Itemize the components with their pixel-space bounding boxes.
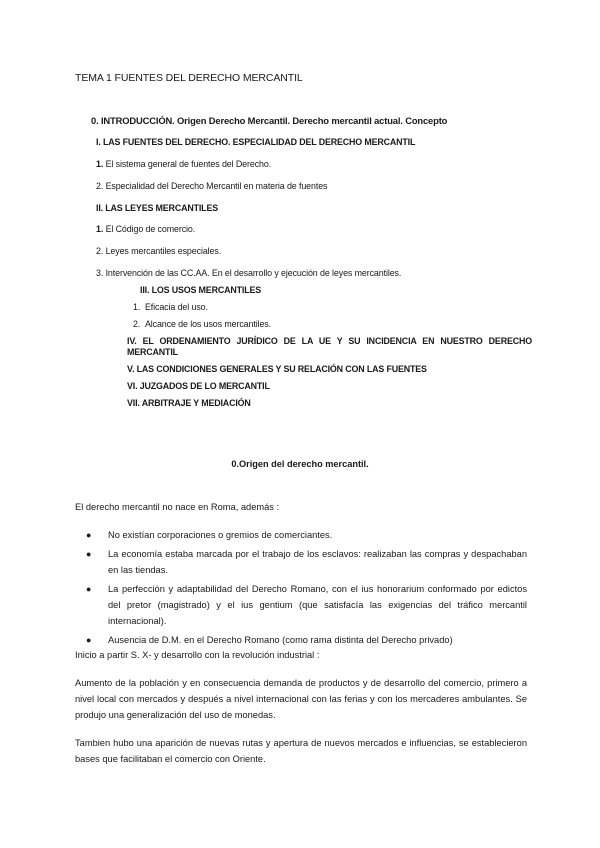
bullet-icon: ● — [86, 584, 92, 594]
toc-section-2: II. LAS LEYES MERCANTILES — [96, 203, 218, 213]
list-item: ● La perfección y adaptabilidad del Derecho Romano, con el ius honorarium conformado por edictos del pretor (magistrado) y el ius gentium (que satisfacía las exigencias del tráfico mercantil internacional). — [75, 581, 527, 629]
paragraph-aumento: Aumento de la población y en consecuencia demanda de productos y de desarrollo del comercio, primero a nivel local con mercados y después a nivel internacional con las ferias y con los mercaderes ambulantes. Se produjo una generalización del uso de monedas. — [75, 678, 527, 720]
list-item: ● No existían corporaciones o gremios de comerciantes. — [75, 527, 527, 543]
toc-section-6: VI. JUZGADOS DE LO MERCANTIL — [127, 381, 270, 391]
toc-section-4: IV. EL ORDENAMIENTO JURÍDICO DE LA UE Y SU INCIDENCIA EN NUESTRO DERECHO MERCANTIL — [127, 336, 532, 357]
toc-s3-item-1: 1. Eficacia del uso. — [133, 302, 208, 312]
section-heading: 0.Origen del derecho mercantil. — [231, 459, 369, 469]
toc-section-3: III. LOS USOS MERCANTILES — [140, 285, 262, 295]
paragraph-intro: El derecho mercantil no nace en Roma, además : — [75, 502, 280, 512]
toc-s2-item-2: 2. Leyes mercantiles especiales. — [96, 246, 222, 256]
toc-section-1: I. LAS FUENTES DEL DERECHO. ESPECIALIDAD DEL DERECHO MERCANTIL — [96, 137, 416, 147]
bullet-icon: ● — [86, 635, 92, 645]
toc-s1-item-2: 2. Especialidad del Derecho Mercantil en materia de fuentes — [96, 181, 328, 191]
toc-s2-item-3: 3. Intervención de las CC.AA. En el desarrollo y ejecución de leyes mercantiles. — [96, 268, 402, 278]
toc-s2-item-1: 1. El Código de comercio. — [96, 224, 196, 234]
document-title: TEMA 1 FUENTES DEL DERECHO MERCANTIL — [75, 72, 303, 84]
list-item: ● Ausencia de D.M. en el Derecho Romano (como rama distinta del Derecho privado) — [75, 632, 527, 648]
paragraph-tambien: Tambien hubo una aparición de nuevas rutas y apertura de nuevos mercados e influencias, se establecieron bases que facilitaban el comercio con Oriente. — [75, 738, 527, 764]
toc-s3-item-2: 2. Alcance de los usos mercantiles. — [133, 319, 271, 329]
bullet-icon: ● — [86, 530, 92, 540]
toc-introduccion: 0. INTRODUCCIÓN. Origen Derecho Mercantil. Derecho mercantil actual. Concepto — [91, 115, 448, 126]
list-item: ● La economía estaba marcada por el trabajo de los esclavos: realizaban las compras y despachaban en las tiendas. — [75, 546, 527, 578]
bullet-icon: ● — [86, 549, 92, 559]
paragraph-inicio: Inicio a partir S. X- y desarrollo con la revolución industrial : — [75, 650, 320, 660]
bullet-list — [75, 527, 527, 651]
toc-section-5: V. LAS CONDICIONES GENERALES Y SU RELACIÓN CON LAS FUENTES — [127, 364, 427, 374]
toc-s1-item-1: 1. El sistema general de fuentes del Derecho. — [96, 159, 272, 169]
toc-section-7: VII. ARBITRAJE Y MEDIACIÓN — [127, 398, 251, 408]
